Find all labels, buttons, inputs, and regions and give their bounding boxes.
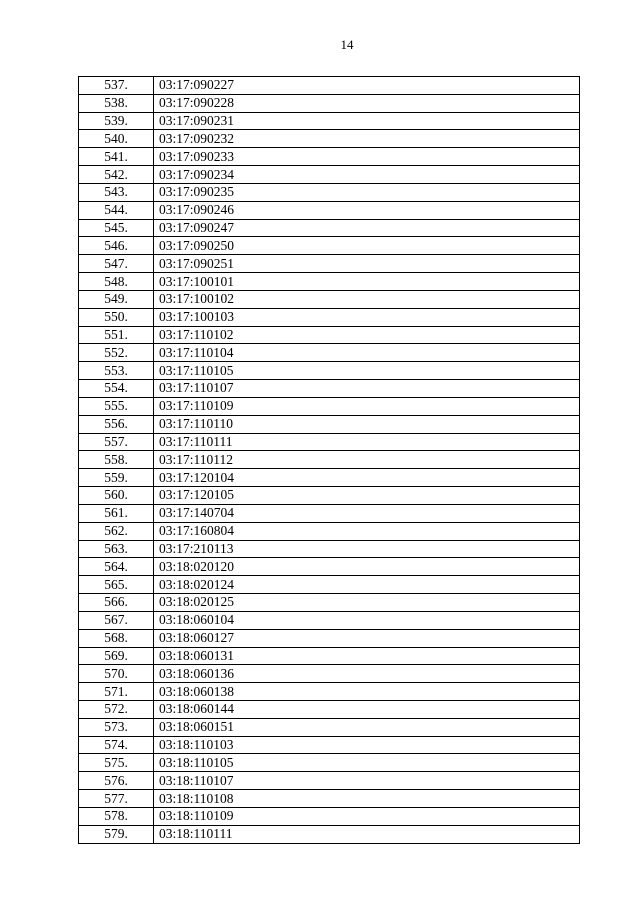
row-number-cell: 579. [79,825,154,843]
table-row [79,308,580,326]
cadastral-code-cell: 03:18:020120 [154,558,580,576]
row-number-cell: 553. [79,362,154,380]
row-number-cell: 552. [79,344,154,362]
table-row [79,219,580,237]
cadastral-code-cell: 03:17:120105 [154,487,580,505]
cadastral-code-cell: 03:17:110112 [154,451,580,469]
cadastral-code-cell: 03:17:110102 [154,326,580,344]
table-row [79,629,580,647]
cadastral-code-cell: 03:17:090235 [154,183,580,201]
cadastral-code-cell: 03:17:110111 [154,433,580,451]
cadastral-code-cell: 03:17:090231 [154,112,580,130]
cadastral-code-cell: 03:18:060136 [154,665,580,683]
row-number-cell: 566. [79,594,154,612]
cadastral-code-cell: 03:18:110108 [154,790,580,808]
cadastral-code-cell: 03:17:160804 [154,522,580,540]
row-number-cell: 554. [79,380,154,398]
cadastral-code-cell: 03:18:110107 [154,772,580,790]
table-row [79,112,580,130]
table-row [79,362,580,380]
table-row [79,77,580,95]
cadastral-code-cell: 03:17:090233 [154,148,580,166]
cadastral-code-cell: 03:18:110111 [154,825,580,843]
table-row [79,683,580,701]
row-number-cell: 549. [79,290,154,308]
cadastral-code-cell: 03:18:060131 [154,647,580,665]
row-number-cell: 544. [79,201,154,219]
cadastral-code-cell: 03:18:110103 [154,736,580,754]
cadastral-code-cell: 03:18:060127 [154,629,580,647]
row-number-cell: 574. [79,736,154,754]
table-row [79,183,580,201]
row-number-cell: 576. [79,772,154,790]
row-number-cell: 570. [79,665,154,683]
cadastral-code-cell: 03:18:060138 [154,683,580,701]
page-number: 14 [340,37,354,52]
row-number-cell: 540. [79,130,154,148]
table-row [79,772,580,790]
cadastral-code-cell: 03:17:210113 [154,540,580,558]
table-row [79,451,580,469]
table-row [79,237,580,255]
row-number-cell: 563. [79,540,154,558]
table-row [79,166,580,184]
table-row [79,469,580,487]
table-row [79,611,580,629]
row-number-cell: 547. [79,255,154,273]
row-number-cell: 568. [79,629,154,647]
table-row [79,290,580,308]
row-number-cell: 546. [79,237,154,255]
row-number-cell: 551. [79,326,154,344]
row-number-cell: 555. [79,397,154,415]
row-number-cell: 558. [79,451,154,469]
cadastral-code-cell: 03:18:020125 [154,594,580,612]
table-row [79,540,580,558]
row-number-cell: 541. [79,148,154,166]
cadastral-code-cell: 03:18:060151 [154,718,580,736]
cadastral-number-table [78,76,580,844]
table-row [79,504,580,522]
row-number-cell: 569. [79,647,154,665]
cadastral-code-cell: 03:17:110109 [154,397,580,415]
row-number-cell: 578. [79,807,154,825]
cadastral-code-cell: 03:18:020124 [154,576,580,594]
table-row [79,255,580,273]
row-number-cell: 565. [79,576,154,594]
table-row [79,397,580,415]
table-row [79,718,580,736]
table-row [79,522,580,540]
table-row [79,273,580,291]
table-row [79,594,580,612]
cadastral-code-cell: 03:17:110110 [154,415,580,433]
row-number-cell: 562. [79,522,154,540]
row-number-cell: 573. [79,718,154,736]
cadastral-code-cell: 03:17:090246 [154,201,580,219]
cadastral-code-cell: 03:17:090251 [154,255,580,273]
cadastral-code-cell: 03:17:090228 [154,94,580,112]
row-number-cell: 538. [79,94,154,112]
table-row [79,415,580,433]
row-number-cell: 542. [79,166,154,184]
row-number-cell: 545. [79,219,154,237]
row-number-cell: 537. [79,77,154,95]
cadastral-code-cell: 03:17:110104 [154,344,580,362]
row-number-cell: 550. [79,308,154,326]
cadastral-code-cell: 03:17:140704 [154,504,580,522]
table-row [79,700,580,718]
cadastral-code-cell: 03:17:090247 [154,219,580,237]
table-row [79,754,580,772]
cadastral-code-cell: 03:17:110107 [154,380,580,398]
cadastral-code-cell: 03:17:110105 [154,362,580,380]
table-row [79,647,580,665]
table-row [79,487,580,505]
table-row [79,326,580,344]
cadastral-code-cell: 03:17:100103 [154,308,580,326]
row-number-cell: 564. [79,558,154,576]
table-row [79,344,580,362]
row-number-cell: 559. [79,469,154,487]
row-number-cell: 572. [79,700,154,718]
row-number-cell: 556. [79,415,154,433]
row-number-cell: 548. [79,273,154,291]
row-number-cell: 571. [79,683,154,701]
cadastral-code-cell: 03:17:090232 [154,130,580,148]
table-row [79,130,580,148]
table-row [79,433,580,451]
cadastral-code-cell: 03:17:090227 [154,77,580,95]
cadastral-code-cell: 03:17:100101 [154,273,580,291]
table-row [79,94,580,112]
cadastral-code-cell: 03:17:100102 [154,290,580,308]
row-number-cell: 539. [79,112,154,130]
cadastral-code-cell: 03:17:090234 [154,166,580,184]
row-number-cell: 561. [79,504,154,522]
cadastral-code-cell: 03:17:120104 [154,469,580,487]
table-row [79,148,580,166]
cadastral-code-cell: 03:18:060104 [154,611,580,629]
table-row [79,807,580,825]
table-row [79,790,580,808]
row-number-cell: 577. [79,790,154,808]
row-number-cell: 575. [79,754,154,772]
table-row [79,825,580,843]
row-number-cell: 567. [79,611,154,629]
table-row [79,201,580,219]
table-row [79,576,580,594]
table-row [79,736,580,754]
cadastral-code-cell: 03:18:060144 [154,700,580,718]
row-number-cell: 557. [79,433,154,451]
table-row [79,380,580,398]
row-number-cell: 560. [79,487,154,505]
cadastral-code-cell: 03:17:090250 [154,237,580,255]
cadastral-code-cell: 03:18:110105 [154,754,580,772]
table-row [79,558,580,576]
cadastral-code-cell: 03:18:110109 [154,807,580,825]
table-body [79,77,580,844]
table-row [79,665,580,683]
row-number-cell: 543. [79,183,154,201]
